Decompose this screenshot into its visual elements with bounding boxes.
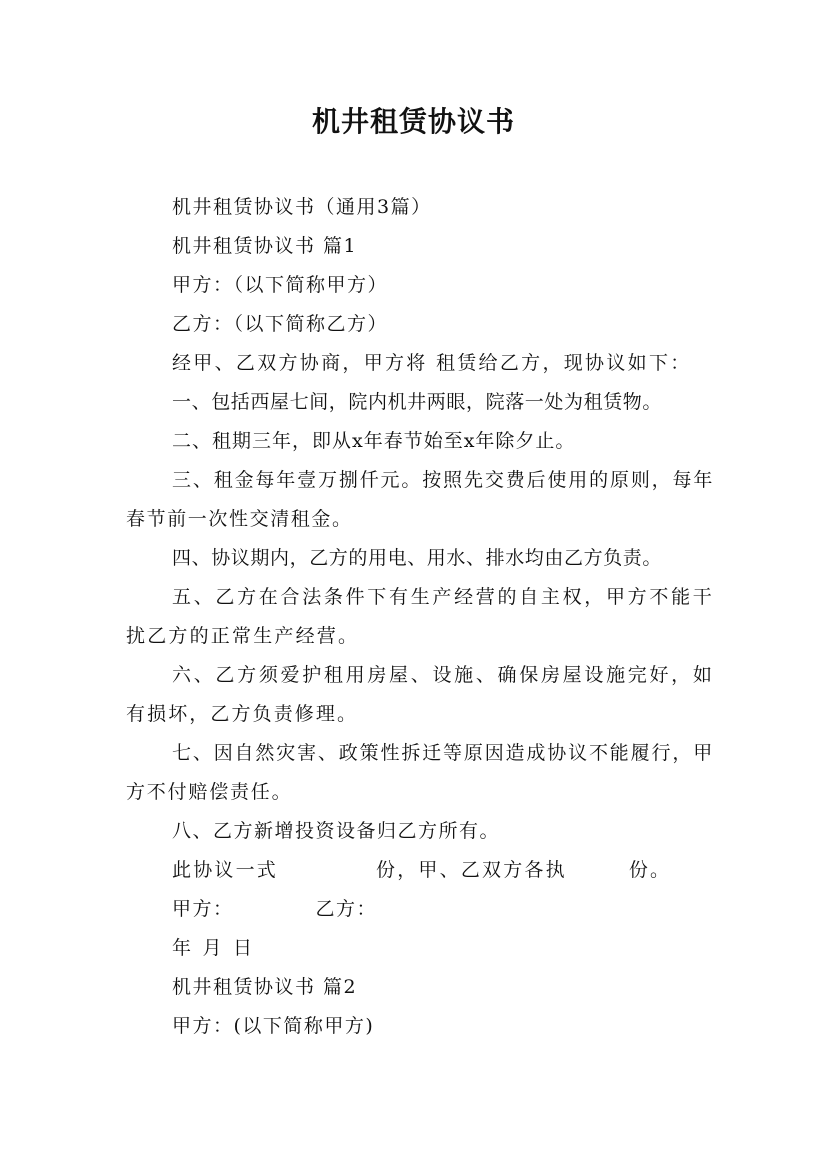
date-month: 月 (202, 937, 224, 959)
date-day: 日 (233, 937, 254, 959)
paragraph-clause-4: 四、协议期内，乙方的用电、用水、排水均由乙方负责。 (172, 547, 663, 569)
paragraph-party-a-2: 甲方：(以下简称甲方) (172, 1015, 375, 1037)
copies-text-1: 此协议一式 (172, 859, 279, 881)
paragraph-date (126, 929, 714, 968)
paragraph-signatures (126, 890, 714, 929)
paragraph-clause-3: 三、租金每年壹万捌仟元。按照先交费后使用的原则，每年春节前一次性交清租金。 (126, 469, 714, 530)
signature-party-b: 乙方： (315, 898, 378, 920)
document-body (126, 188, 714, 1046)
paragraph-party-b: 乙方：（以下简称乙方） (172, 313, 389, 335)
paragraph-section-heading-2: 机井租赁协议书 篇2 (172, 976, 358, 998)
copies-text-3: 份。 (628, 859, 672, 881)
date-year: 年 (172, 937, 193, 959)
paragraph-clause-5: 五、乙方在合法条件下有生产经营的自主权，甲方不能干扰乙方的正常生产经营。 (126, 586, 714, 647)
paragraph-preamble: 经甲、乙双方协商，甲方将 租赁给乙方，现协议如下： (172, 352, 692, 374)
paragraph-clause-8: 八、乙方新增投资设备归乙方所有。 (172, 820, 501, 842)
signature-party-a: 甲方： (172, 898, 234, 920)
paragraph-copies (126, 851, 714, 890)
paragraph-clause-1: 一、包括西屋七间，院内机井两眼，院落一处为租赁物。 (172, 391, 663, 413)
paragraph-section-heading-1: 机井租赁协议书 篇1 (172, 235, 358, 257)
document-title: 机井租赁协议书 (311, 105, 515, 138)
paragraph-party-a: 甲方：（以下简称甲方） (172, 274, 389, 296)
paragraph-subtitle: 机井租赁协议书（通用3篇） (172, 196, 432, 218)
copies-text-2: 份，甲、乙双方各执 (376, 859, 567, 881)
paragraph-clause-7: 七、因自然灾害、政策性拆迁等原因造成协议不能履行，甲方不付赔偿责任。 (126, 742, 714, 803)
paragraph-clause-2: 二、租期三年，即从x年春节始至x年除夕止。 (172, 430, 576, 452)
paragraph-clause-6: 六、乙方须爱护租用房屋、设施、确保房屋设施完好，如有损坏，乙方负责修理。 (126, 664, 714, 725)
